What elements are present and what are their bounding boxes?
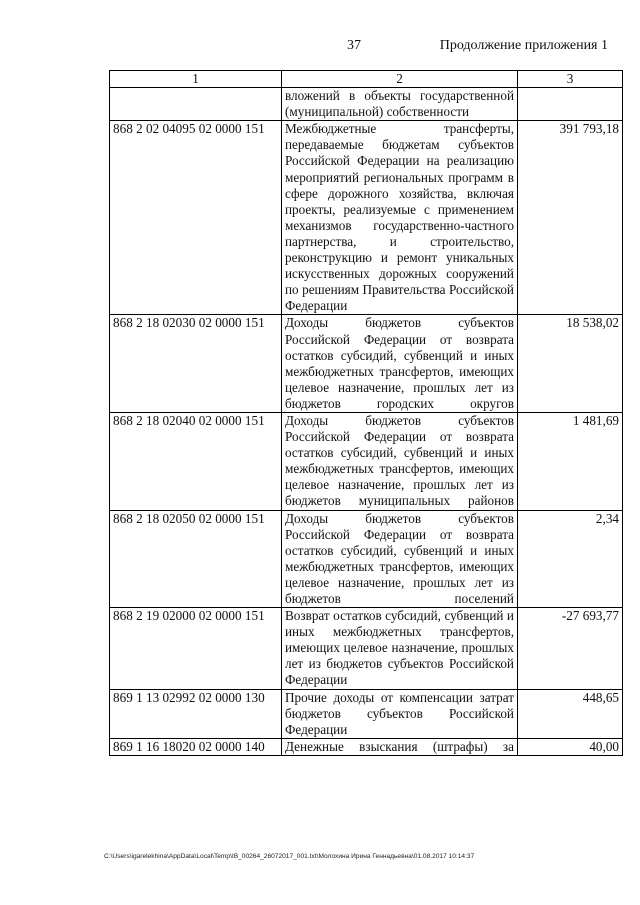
row-description: Межбюджетные трансферты, передаваемые бюджетам субъектов Российской Федерации на реализацию мероприятий региональных программ в сфере дорожного хозяйства, включая проекты, реализуемые с применением механизмов государственно-частного партнерства, и строительство, реконструкцию и ремонт уникальных искусственных дорожных сооружений по решениям Правительства Российской Федерации bbox=[282, 121, 518, 315]
row-code bbox=[110, 88, 282, 121]
table-row bbox=[110, 315, 623, 413]
row-description: Доходы бюджетов субъектов Российской Федерации от возврата остатков субсидий, субвенций и иных межбюджетных трансфертов, имеющих целевое назначение, прошлых лет из бюджетов городских округов bbox=[282, 315, 518, 413]
row-amount: 448,65 bbox=[518, 689, 623, 738]
table-row bbox=[110, 121, 623, 315]
column-header-1: 1 bbox=[110, 71, 282, 88]
row-amount: 18 538,02 bbox=[518, 315, 623, 413]
row-amount: 40,00 bbox=[518, 738, 623, 755]
row-code: 868 2 02 04095 02 0000 151 bbox=[110, 121, 282, 315]
table-header-row bbox=[110, 71, 623, 88]
row-description-text: вложений в объекты государственной (муниципальной) собственности bbox=[285, 88, 514, 120]
table-row bbox=[110, 88, 623, 121]
row-description: Прочие доходы от компенсации затрат бюджетов субъектов Российской Федерации bbox=[282, 689, 518, 738]
row-code: 869 1 13 02992 02 0000 130 bbox=[110, 689, 282, 738]
row-code: 869 1 16 18020 02 0000 140 bbox=[110, 738, 282, 755]
continuation-label: Продолжение приложения 1 bbox=[439, 38, 608, 53]
row-amount: 1 481,69 bbox=[518, 412, 623, 510]
table-row bbox=[110, 689, 623, 738]
file-path-footer: C:\Users\igarelekhina\AppData\Local\Temp\IB_00264_26072017_001.txt\Молохина Ирина Геннадьевна\01.08.2017 10:14:37 bbox=[104, 853, 475, 860]
table-row bbox=[110, 412, 623, 510]
row-description: Возврат остатков субсидий, субвенций и иных межбюджетных трансфертов, имеющих целевое назначение, прошлых лет из бюджетов субъектов Российской Федерации bbox=[282, 608, 518, 689]
row-code: 868 2 18 02030 02 0000 151 bbox=[110, 315, 282, 413]
row-code: 868 2 19 02000 02 0000 151 bbox=[110, 608, 282, 689]
table-row bbox=[110, 510, 623, 608]
row-code: 868 2 18 02050 02 0000 151 bbox=[110, 510, 282, 608]
row-amount: -27 693,77 bbox=[518, 608, 623, 689]
row-description bbox=[282, 88, 518, 121]
page-number: 37 bbox=[347, 38, 361, 53]
row-description: Денежные взыскания (штрафы) за bbox=[282, 738, 518, 755]
row-description: Доходы бюджетов субъектов Российской Федерации от возврата остатков субсидий, субвенций и иных межбюджетных трансфертов, имеющих целевое назначение, прошлых лет из бюджетов поселений bbox=[282, 510, 518, 608]
column-header-3: 3 bbox=[518, 71, 623, 88]
row-code: 868 2 18 02040 02 0000 151 bbox=[110, 412, 282, 510]
column-header-2: 2 bbox=[282, 71, 518, 88]
row-amount: 2,34 bbox=[518, 510, 623, 608]
row-amount: 391 793,18 bbox=[518, 121, 623, 315]
table-row bbox=[110, 738, 623, 755]
row-description: Доходы бюджетов субъектов Российской Федерации от возврата остатков субсидий, субвенций и иных межбюджетных трансфертов, имеющих целевое назначение, прошлых лет из бюджетов муниципальных районов bbox=[282, 412, 518, 510]
row-amount bbox=[518, 88, 623, 121]
revenue-table bbox=[109, 70, 623, 756]
table-row bbox=[110, 608, 623, 689]
